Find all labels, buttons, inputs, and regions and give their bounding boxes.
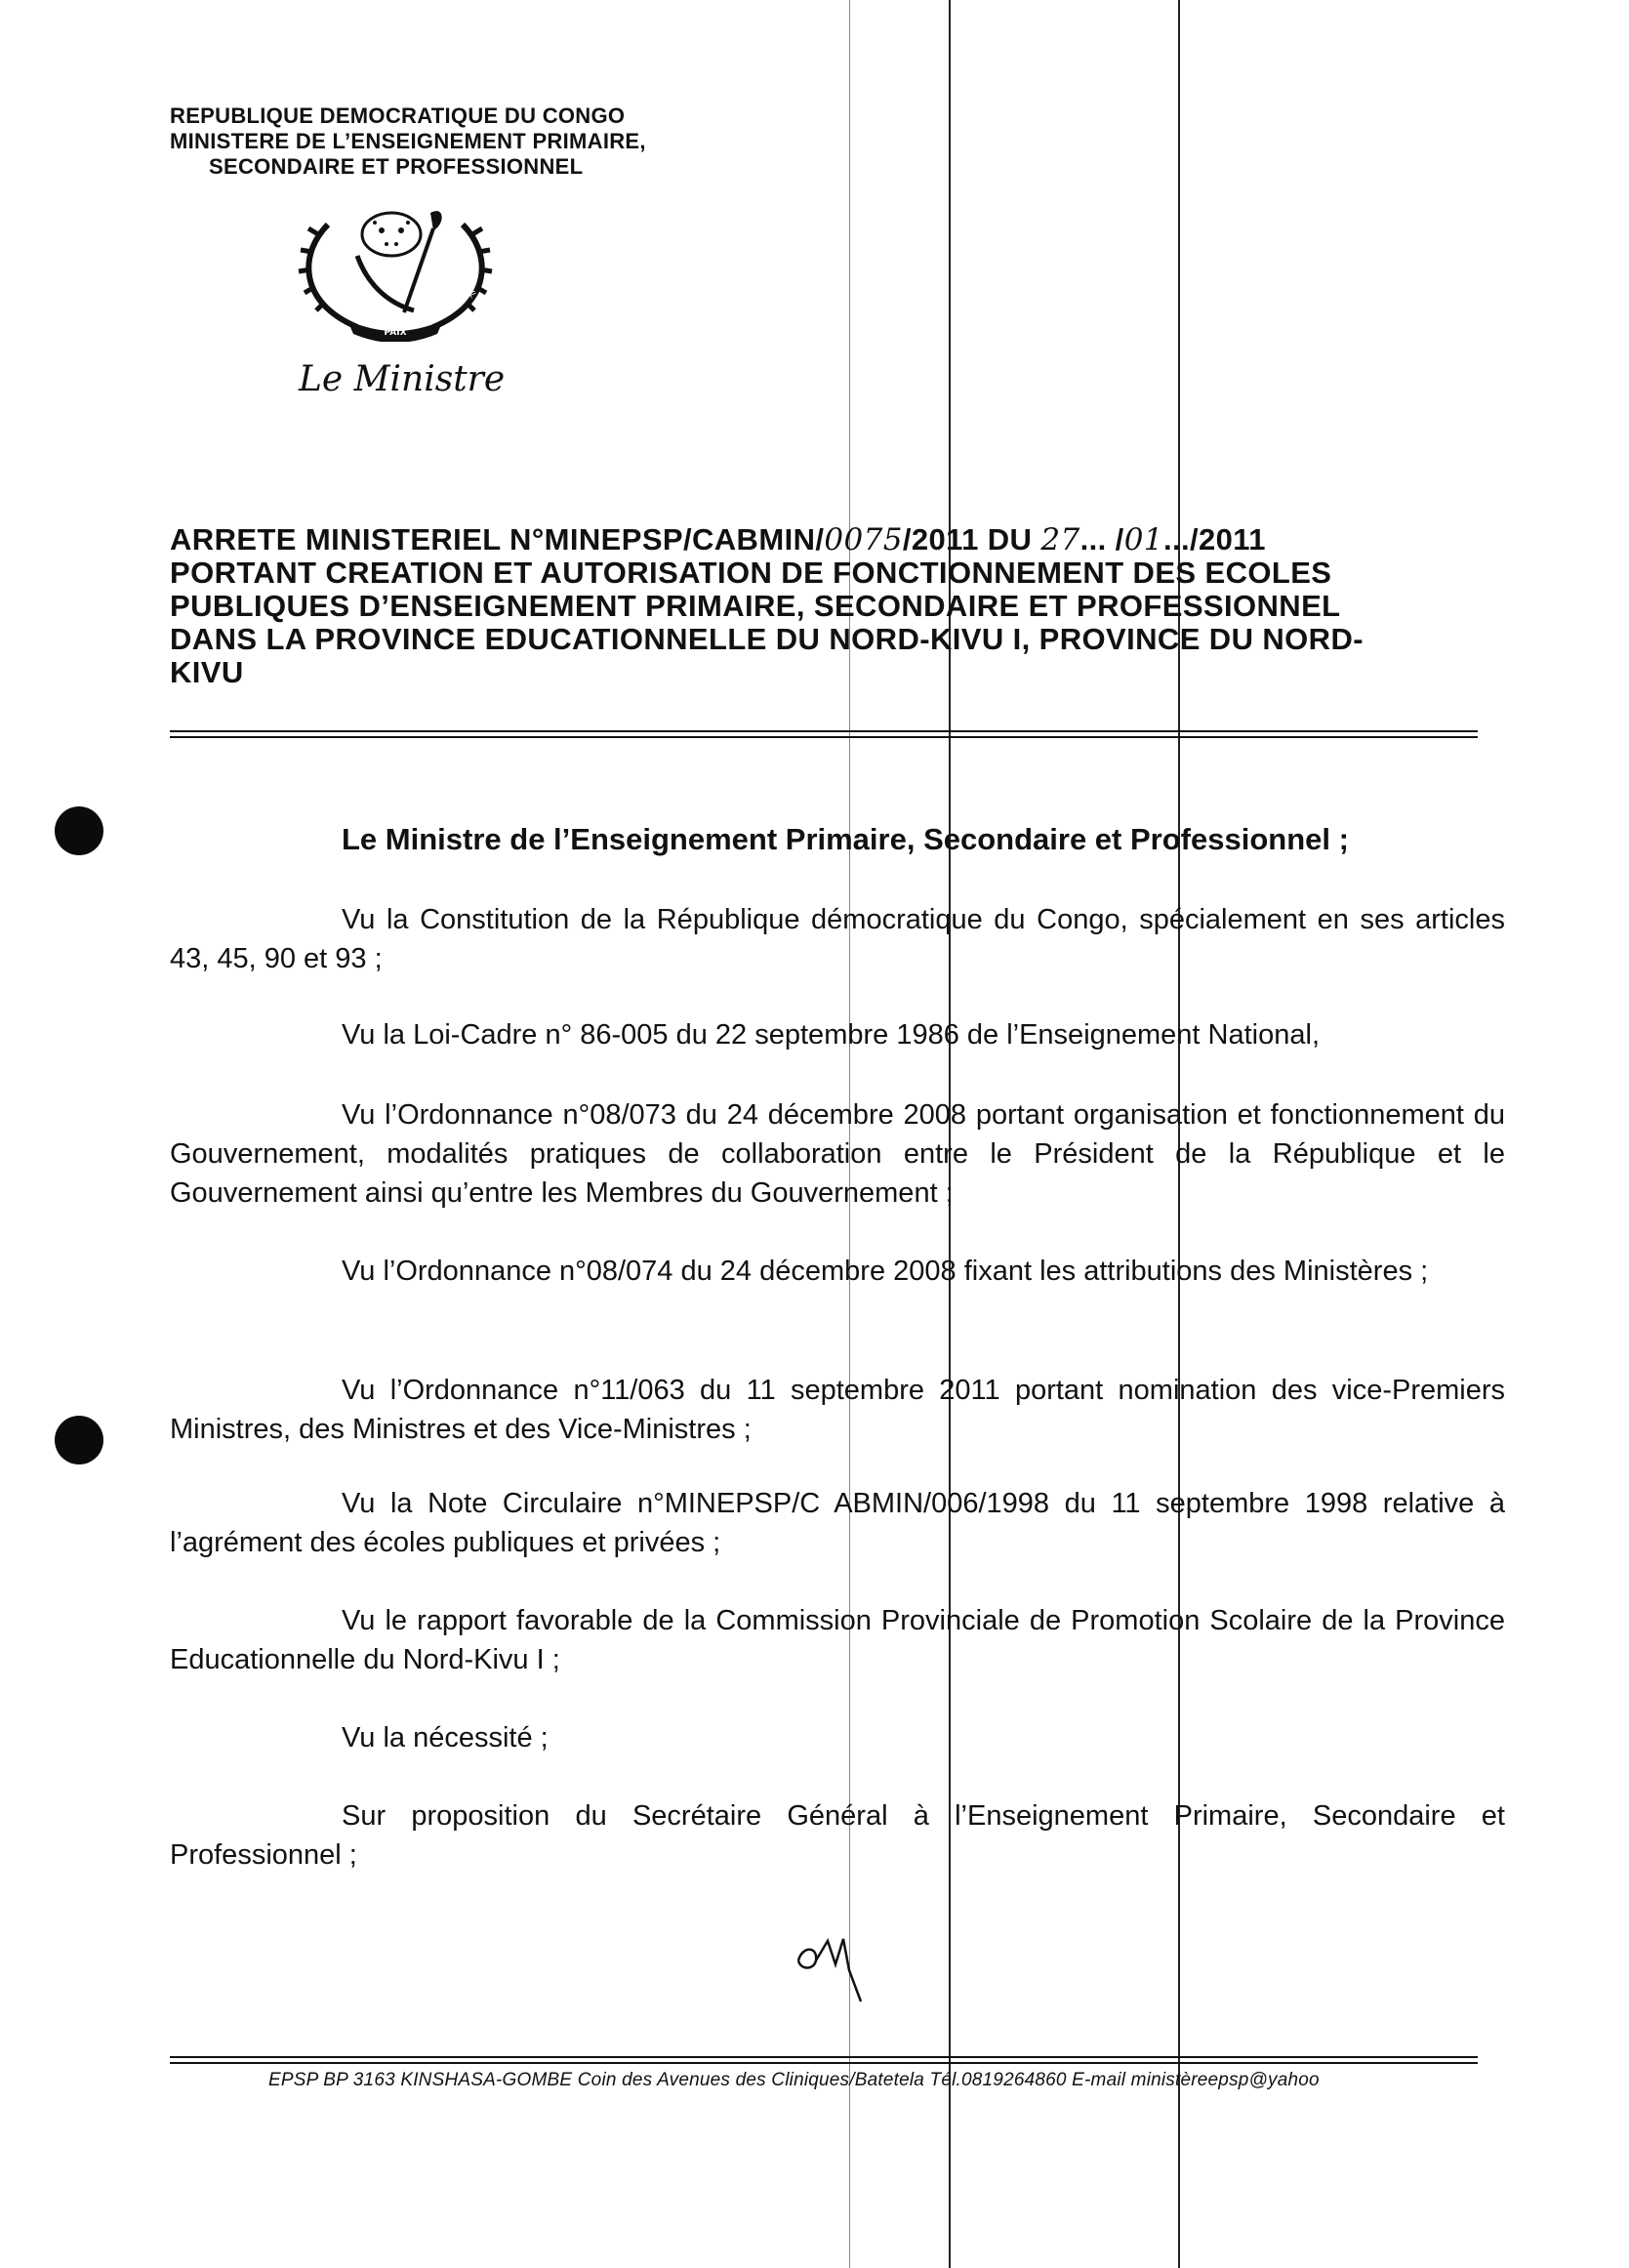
handwritten-day: 27 bbox=[1040, 522, 1080, 557]
title-rule bbox=[170, 730, 1478, 732]
title-line-3: PUBLIQUES D’ENSEIGNEMENT PRIMAIRE, SECONDAIRE ET PROFESSIONNEL bbox=[170, 589, 1341, 623]
paragraph: Vu la Loi-Cadre n° 86-005 du 22 septembre 1986 de l’Enseignement National, bbox=[342, 1019, 1321, 1051]
handwritten-number: 0075 bbox=[824, 522, 903, 557]
letterhead-line: MINISTERE DE L’ENSEIGNEMENT PRIMAIRE, bbox=[170, 129, 646, 153]
coat-of-arms-icon bbox=[289, 205, 502, 342]
paragraph: Vu l’Ordonnance n°11/063 du 11 septembre 2011 portant nomination des vice-Premiers Ministres, des Ministres et des Vice-Ministres ; bbox=[170, 1375, 1505, 1445]
handwritten-initials bbox=[789, 1931, 876, 2009]
paragraph: Vu la Note Circulaire n°MINEPSP/C ABMIN/006/1998 du 11 septembre 1998 relative à l’agrément des écoles publiques et privées ; bbox=[170, 1488, 1505, 1558]
letterhead-line: SECONDAIRE ET PROFESSIONNEL bbox=[209, 154, 584, 179]
handwritten-month: 01 bbox=[1123, 522, 1163, 557]
footer-address: EPSP BP 3163 KINSHASA-GOMBE Coin des Avenues des Cliniques/Batetela Tél.0819264860 E-mail ministèreepsp@yahoo bbox=[268, 2070, 1320, 2090]
title-line-4: DANS LA PROVINCE EDUCATIONNELLE DU NORD-KIVU I, PROVINCE DU NORD- bbox=[170, 622, 1364, 656]
punch-hole bbox=[55, 806, 103, 855]
letterhead-line: REPUBLIQUE DEMOCRATIQUE DU CONGO bbox=[170, 103, 626, 128]
paragraph: Sur proposition du Secrétaire Général à l’Enseignement Primaire, Secondaire et Professionnel ; bbox=[170, 1800, 1505, 1871]
footer-rule bbox=[170, 2062, 1478, 2064]
title-line-5: KIVU bbox=[170, 655, 244, 689]
paragraph: Vu l’Ordonnance n°08/074 du 24 décembre 2008 fixant les attributions des Ministères ; bbox=[342, 1256, 1429, 1287]
punch-hole bbox=[55, 1416, 103, 1464]
letterhead bbox=[170, 103, 646, 180]
motto-bottom: PAIX bbox=[384, 328, 407, 338]
motto-right: TRAVAIL bbox=[459, 266, 478, 300]
paragraph: Vu le rapport favorable de la Commission Provinciale de Promotion Scolaire de la Province Educationnelle du Nord-Kivu I ; bbox=[170, 1605, 1505, 1675]
paragraph: Vu la nécessité ; bbox=[342, 1722, 549, 1753]
decree-title bbox=[170, 523, 1505, 689]
paragraph: Vu la Constitution de la République démocratique du Congo, spécialement en ses articles 43, 45, 90 et 93 ; bbox=[170, 904, 1505, 974]
footer-rule bbox=[170, 2056, 1478, 2058]
preamble-heading: Le Ministre de l’Enseignement Primaire, Secondaire et Professionnel ; bbox=[342, 822, 1349, 856]
title-rule bbox=[170, 736, 1478, 738]
motto-left: JUSTICE bbox=[321, 267, 341, 299]
paragraph: Vu l’Ordonnance n°08/073 du 24 décembre 2008 portant organisation et fonctionnement du Gouvernement, modalités pratiques de collaboration entre le Président de la République et le Gouvernement ainsi qu’entre les Membres du Gouvernement ; bbox=[170, 1099, 1505, 1209]
signatory-title: Le Ministre bbox=[299, 359, 506, 399]
title-line-1: ARRETE MINISTERIEL N°MINEPSP/CABMIN/0075/2011 DU 27... /01.../2011 bbox=[170, 522, 1266, 557]
title-line-2: PORTANT CREATION ET AUTORISATION DE FONCTIONNEMENT DES ECOLES bbox=[170, 556, 1332, 590]
